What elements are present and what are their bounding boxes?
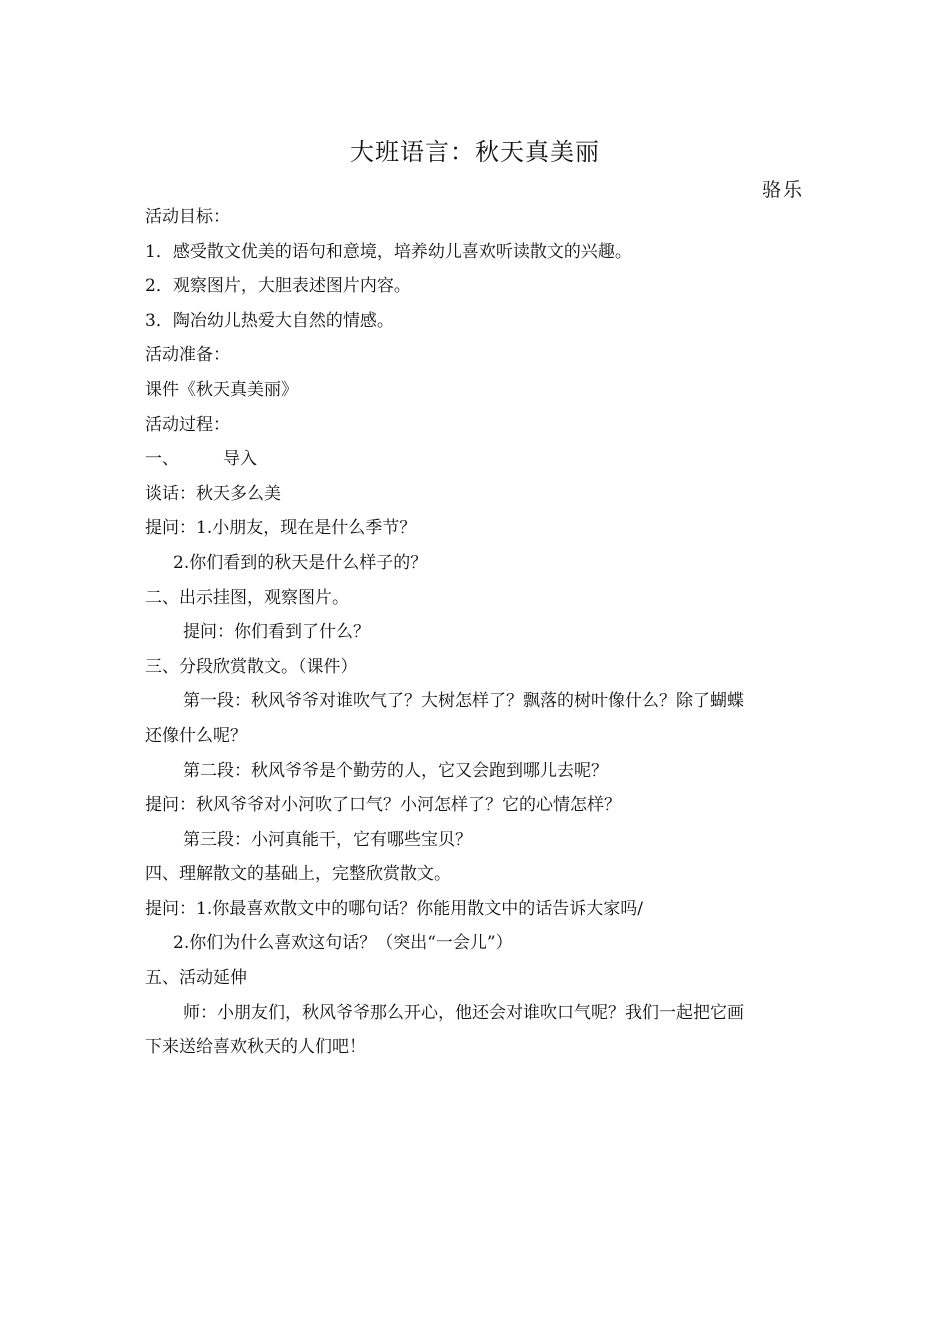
list-marker: 一、 xyxy=(145,449,179,470)
step-heading: 三、分段欣赏散文。（课件） xyxy=(145,656,358,677)
question-text: 提问：你们看到了什么？ xyxy=(183,622,370,643)
document-title: 大班语言：秋天真美丽 xyxy=(350,138,600,166)
goal-item: 2．观察图片，大胆表述图片内容。 xyxy=(145,276,411,297)
question-text: 2.你们为什么喜欢这句话？（突出“一会儿”） xyxy=(173,933,513,954)
step-heading: 二、出示挂图，观察图片。 xyxy=(145,587,349,608)
question-text: 提问：秋风爷爷对小河吹了口气？小河怎样了？它的心情怎样？ xyxy=(145,795,621,816)
paragraph-text: 还像什么呢？ xyxy=(145,725,247,746)
author-name: 骆乐 xyxy=(761,179,804,201)
question-text: 提问：1.你最喜欢散文中的哪句话？你能用散文中的话告诉大家吗/ xyxy=(145,898,643,919)
step-heading: 四、理解散文的基础上，完整欣赏散文。 xyxy=(145,864,451,885)
question-text: 2.你们看到的秋天是什么样子的？ xyxy=(173,552,428,573)
paragraph-text: 师：小朋友们，秋风爷爷那么开心，他还会对谁吹口气呢？我们一起把它画 xyxy=(183,1002,744,1023)
document-body xyxy=(145,200,810,1065)
question-text: 提问：1.小朋友，现在是什么季节？ xyxy=(145,518,417,539)
step-one-heading xyxy=(145,442,810,477)
paragraph-text: 第一段：秋风爷爷对谁吹气了？大树怎样了？飘落的树叶像什么？除了蝴蝶 xyxy=(183,691,744,712)
preparation-text: 课件《秋天真美丽》 xyxy=(145,379,298,400)
body-text: 谈话：秋天多么美 xyxy=(145,483,281,504)
paragraph-text: 下来送给喜欢秋天的人们吧！ xyxy=(145,1037,366,1058)
goal-item: 1．感受散文优美的语句和意境，培养幼儿喜欢听读散文的兴趣。 xyxy=(145,241,632,262)
step-heading: 五、活动延伸 xyxy=(145,968,247,989)
goal-item: 3．陶冶幼儿热爱大自然的情感。 xyxy=(145,310,394,331)
section-heading: 活动过程： xyxy=(145,414,230,435)
step-one-label: 导入 xyxy=(223,449,257,470)
section-heading: 活动准备： xyxy=(145,345,230,366)
section-heading: 活动目标： xyxy=(145,207,230,227)
paragraph-text: 第三段：小河真能干，它有哪些宝贝？ xyxy=(183,829,472,850)
paragraph-text: 第二段：秋风爷爷是个勤劳的人，它又会跑到哪儿去呢？ xyxy=(183,760,608,781)
